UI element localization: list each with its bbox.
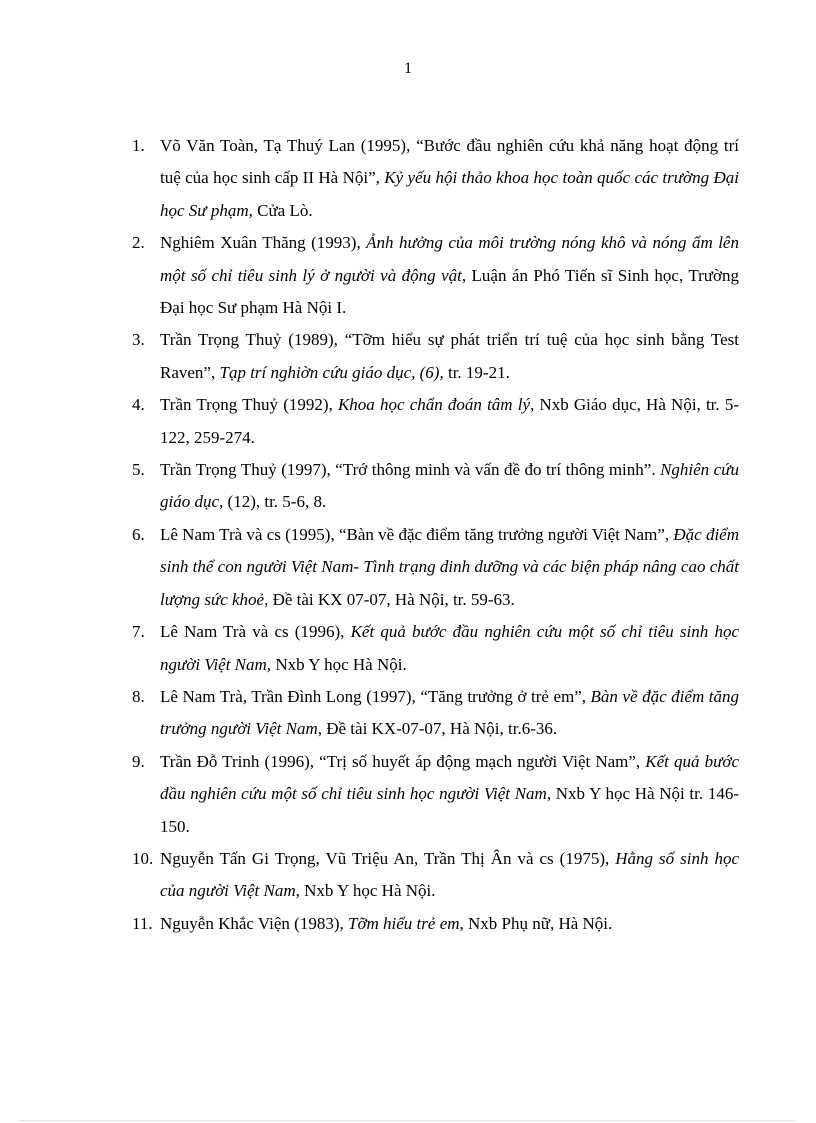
reference-text: Nxb Y học Hà Nội. bbox=[271, 654, 407, 674]
reference-text: tr. 19-21. bbox=[443, 362, 510, 382]
reference-number: 1. bbox=[132, 136, 145, 155]
reference-text: Nguyễn Tấn Gi Trọng, Vũ Triệu An, Trần Thị Ân và cs (1975), bbox=[160, 848, 616, 868]
reference-item bbox=[132, 324, 739, 389]
reference-text: Trần Đỗ Trinh (1996), “Trị số huyết áp động mạch người Việt Nam”, bbox=[160, 751, 646, 771]
reference-text: Trần Trọng Thuỷ (1997), “Trớ thông minh và vấn đề đo trí thông minh”. bbox=[160, 460, 661, 480]
reference-title-italic: Kết quả bước đầu nghiên cứu một số chỉ tiêu sinh học người Việt Nam bbox=[160, 751, 740, 804]
reference-title-italic: Hằng số sinh học của người Việt Nam bbox=[160, 848, 739, 901]
reference-title-italic: Nghiên cứu giáo dục bbox=[160, 460, 739, 512]
reference-title-italic: Đặc điểm sinh thể con người Việt Nam- Tình trạng dinh dưỡng và các biện pháp nâng cao chất lượng sức khoẻ bbox=[160, 524, 739, 609]
reference-text: , Luận án Phó Tiến sĩ Sinh học, Trường Đại học Sư phạm Hà Nội I. bbox=[160, 265, 739, 318]
reference-text: Lê Nam Trà và cs (1995), “Bàn về đặc điểm tăng trưởng người Việt Nam”, bbox=[160, 524, 674, 544]
reference-item bbox=[132, 389, 739, 454]
reference-text: , Đề tài KX 07-07, Hà Nội, tr. 59-63. bbox=[264, 589, 515, 609]
reference-text: Lê Nam Trà, Trần Đình Long (1997), “Tăng trưởng ở trẻ em”, bbox=[160, 686, 591, 706]
reference-text: Nguyễn Khắc Viện (1983), bbox=[160, 913, 348, 933]
reference-text: Cửa Lò. bbox=[252, 200, 313, 220]
reference-title-italic: Tạp trí nghiờn cứu giáo dục, (6), bbox=[219, 362, 444, 382]
reference-text: Nghiêm Xuân Thăng (1993), bbox=[160, 233, 367, 253]
reference-text: , Nxb Phụ nữ, Hà Nội. bbox=[459, 913, 613, 933]
reference-number: 5. bbox=[132, 460, 145, 480]
reference-list bbox=[132, 130, 739, 940]
reference-title-italic: Tỡm hiểu trẻ em bbox=[347, 913, 460, 933]
reference-number: 11. bbox=[132, 913, 153, 933]
reference-number: 2. bbox=[132, 233, 145, 253]
reference-number: 10. bbox=[132, 848, 154, 868]
reference-text: Trần Trọng Thuỷ (1989), “Tỡm hiểu sự phát triển trí tuệ của học sinh bằng Test Raven”, bbox=[160, 330, 739, 382]
reference-text: , Nxb Giáo dục, Hà Nội, tr. 5-122, 259-274. bbox=[160, 395, 739, 447]
reference-number: 9. bbox=[132, 751, 145, 771]
reference-item bbox=[132, 130, 739, 227]
reference-number: 6. bbox=[132, 524, 145, 544]
reference-text: Lê Nam Trà và cs (1996), bbox=[160, 622, 351, 642]
reference-text: , Nxb Y học Hà Nội tr. 146-150. bbox=[160, 784, 739, 836]
reference-item bbox=[132, 843, 739, 908]
reference-item bbox=[132, 908, 739, 940]
reference-item bbox=[132, 519, 739, 616]
reference-title-italic: Ảnh hưởng của môi trường nóng khô và nóng ẩm lên một số chỉ tiêu sinh lý ở người và động vật bbox=[160, 233, 739, 285]
reference-item bbox=[132, 454, 739, 519]
reference-title-italic: Kỷ yếu hội thảo khoa học toàn quốc các trường Đại học Sư phạm, bbox=[160, 168, 739, 220]
reference-text: , Nxb Y học Hà Nội. bbox=[295, 881, 436, 901]
reference-text: , Đề tài KX-07-07, Hà Nội, tr.6-36. bbox=[317, 719, 558, 739]
page-number: 1 bbox=[404, 60, 412, 77]
reference-title-italic: Khoa học chẩn đoán tâm lý bbox=[337, 395, 531, 415]
reference-text: Võ Văn Toàn, Tạ Thuý Lan (1995), “Bước đầu nghiên cứu khả năng hoạt động trí tuệ của học sinh cấp II Hà Nội”, bbox=[160, 136, 739, 188]
reference-title-italic: Bàn về đặc điểm tăng trưởng người Việt Nam bbox=[160, 686, 739, 739]
reference-number: 3. bbox=[132, 330, 145, 350]
reference-item bbox=[132, 616, 739, 681]
reference-number: 4. bbox=[132, 395, 145, 415]
page-bottom-divider bbox=[20, 1120, 796, 1121]
reference-title-italic: Kết quả bước đầu nghiên cứu một số chỉ tiêu sinh học người Việt Nam, bbox=[160, 622, 739, 674]
reference-item bbox=[132, 227, 739, 324]
reference-text: Trần Trọng Thuỷ (1992), bbox=[160, 395, 338, 415]
reference-item bbox=[132, 746, 739, 843]
reference-text: , (12), tr. 5-6, 8. bbox=[219, 492, 327, 512]
reference-number: 7. bbox=[132, 622, 145, 642]
reference-number: 8. bbox=[132, 686, 145, 706]
reference-item bbox=[132, 681, 739, 746]
